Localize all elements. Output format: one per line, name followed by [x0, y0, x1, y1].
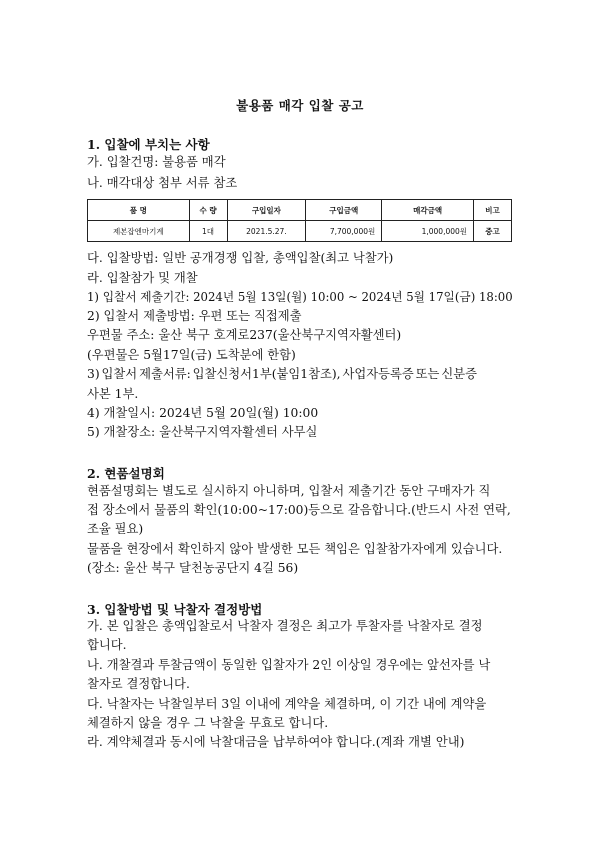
text-line: 다. 입찰방법: 일반 공개경쟁 입찰, 총액입찰(최고 낙찰가)	[87, 251, 394, 265]
text-line: (우편물은 5월17일(금) 도착분에 한함)	[87, 348, 296, 362]
page-title: 불용품 매각 입찰 공고	[236, 98, 364, 113]
text-line: 물품을 현장에서 확인하지 않아 발생한 모든 책임은 입찰참가자에게 있습니다.	[87, 542, 503, 556]
column-header: 수 량	[189, 200, 227, 221]
text-line: 라. 계약체결과 동시에 낙찰대금을 납부하여야 합니다.(계좌 개별 안내)	[87, 735, 465, 749]
text-line: (장소: 울산 북구 달천농공단지 4길 56)	[87, 561, 299, 575]
table-cell: 1대	[189, 221, 227, 242]
table-cell: 제본잡엔마기계	[88, 221, 190, 242]
text-line: 다. 낙찰자는 낙찰일부터 3일 이내에 계약을 체결하며, 이 기간 내에 계약을	[87, 697, 487, 711]
section-1-heading: 1. 입찰에 부치는 사항	[87, 137, 210, 152]
text-line: 4) 개찰일시: 2024년 5월 20일(월) 10:00	[87, 406, 319, 420]
text-line: 라. 입찰참가 및 개찰	[87, 271, 198, 285]
text-line: 접 장소에서 물품의 확인(10:00~17:00)등으로 갈음합니다.(반드시 사전 연락,	[87, 503, 511, 517]
table-cell: 1,000,000원	[382, 221, 474, 242]
items-table	[87, 199, 512, 242]
section-2-heading: 2. 현품설명회	[87, 466, 165, 481]
column-header: 구입금액	[306, 200, 382, 221]
text-line: 합니다.	[87, 638, 127, 652]
text-line: 가. 입찰건명: 불용품 매각	[87, 155, 226, 169]
text-line: 현품설명회는 별도로 실시하지 아니하며, 입찰서 제출기간 동안 구매자가 직	[87, 484, 491, 498]
section-3-heading: 3. 입찰방법 및 낙찰자 결정방법	[87, 602, 263, 617]
text-line: 나. 매각대상 첨부 서류 참조	[87, 176, 238, 190]
text-line: 나. 개찰결과 투찰금액이 동일한 입찰자가 2인 이상일 경우에는 앞선자를 낙	[87, 658, 491, 672]
column-header: 품 명	[88, 200, 190, 221]
text-line: 3) 입찰서 제출서류: 입찰신청서1부(붙임1참조), 사업자등록증 또는 신분증	[87, 367, 477, 381]
table-header-row	[88, 200, 512, 221]
column-header: 매각금액	[382, 200, 474, 221]
text-line: 체결하지 않을 경우 그 낙찰을 무효로 합니다.	[87, 716, 329, 730]
table-cell: 7,700,000원	[306, 221, 382, 242]
text-line: 사본 1부.	[87, 387, 139, 401]
text-line: 2) 입찰서 제출방법: 우편 또는 직접제출	[87, 309, 302, 323]
text-line: 1) 입찰서 제출기간: 2024년 5월 13일(월) 10:00 ~ 2024년 5월 17일(금) 18:00	[87, 290, 513, 304]
table-cell: 2021.5.27.	[227, 221, 306, 242]
text-line: 가. 본 입찰은 총액입찰로서 낙찰자 결정은 최고가 투찰자를 낙찰자로 결정	[87, 619, 483, 633]
column-header: 비고	[474, 200, 512, 221]
text-line: 5) 개찰장소: 울산북구지역자활센터 사무실	[87, 425, 318, 439]
text-line: 조율 필요)	[87, 522, 144, 536]
text-line: 우편물 주소: 울산 북구 호계로237(울산북구지역자활센터)	[87, 328, 402, 342]
text-line: 찰자로 결정합니다.	[87, 677, 190, 691]
table-cell: 중고	[474, 221, 512, 242]
column-header: 구입일자	[227, 200, 306, 221]
table-row	[88, 221, 512, 242]
